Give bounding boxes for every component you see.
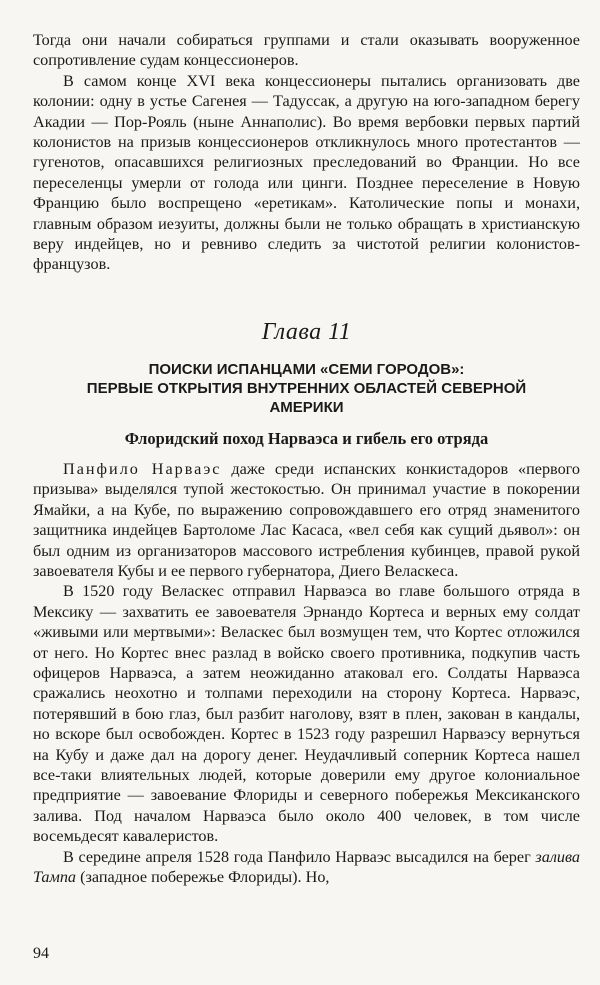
chapter-heading [33,360,580,417]
page-number: 94 [33,945,49,962]
intro-paragraph-1: Тогда они начали собираться группами и стали оказывать вооруженное сопротивление судам концессионеров. [33,31,580,70]
chapter-heading-line-1: ПОИСКИ ИСПАНЦАМИ «СЕМИ ГОРОДОВ»: [148,360,465,378]
intro-paragraph-2: В самом конце XVI века концессионеры пытались организовать две колонии: одну в устье Сагенея — Тадуссак, а другую на юго-западном берегу Акадии — Пор-Рояль (ныне Аннаполис). Во время вербовки первых партий колонистов на призыв концессионеров откликнулось много протестантов — гугенотов, опасавшихся религиозных преследований во Франции. Но все переселенцы умерли от голода или цинги. Позднее переселение в Новую Францию было воспрещено «еретикам». Католические попы и монахи, главным образом иезуиты, должны были не только обращать в христианскую веру индейцев, но и ревниво следить за чистотой религии колонистов-французов. [33,71,580,274]
chapter-title: Глава 11 [261,318,352,345]
body-paragraph-3 [33,847,580,888]
body-paragraph-2: В 1520 году Веласкес отправил Нарваэса во главе большого отряда в Мексику — захватить ее завоевателя Эрнандо Кортеса и верных ему солдат «живыми или мертвыми»: Веласкес был возмущен тем, что Кортес отложился от него. Но Кортес внес разлад в войско своего противника, подкупив часть офицеров Нарваэса, а затем неожиданно атаковал его. Солдаты Нарваэса сражались неохотно и толпами переходили на сторону Кортеса. Нарваэс, потерявший в бою глаз, был разбит наголову, взят в плен, закован в кандалы, но вскоре был освобожден. Кортес в 1523 году разрешил Нарваэсу вернуться на Кубу и даже дал на дорогу денег. Неудачливый соперник Кортеса нашел все-таки влиятельных людей, которые доверили ему другое колониальное предприятие — завоевание Флориды и северного побережья Мексиканского залива. Под началом Нарваэса было около 400 человек, в том числе восемьдесят кавалеристов. [33,582,580,846]
body-paragraph-1-text: даже среди испанских конкистадоров «первого призыва» выделялся тупой жестокостью. Он принимал участие в покорении Ямайки, а на Кубе, по выражению сопровождавшего его отряд знаменитого защитника индейцев Бартоломе Лас Касаса, «вел себя как сущий дьявол»: он был одним из организаторов массового истребления кубинцев, правой рукой завоевателя Кубы и ее первого губернатора, Диего Веласкеса. [33,459,580,580]
person-name: Панфило Нарваэс [63,459,222,478]
body-paragraph-3-end: (западное побережье Флориды). Но, [76,868,330,886]
place-name-italic: залива Тампа [33,847,580,886]
chapter-heading-line-2: ПЕРВЫЕ ОТКРЫТИЯ ВНУТРЕННИХ ОБЛАСТЕЙ СЕВЕРНОЙ [86,379,527,397]
section-subheading: Флоридский поход Нарваэса и гибель его отряда [124,428,489,448]
body-paragraph-3-start: В середине апреля 1528 года Панфило Нарваэс высадился на берег [63,847,536,866]
body-paragraph-1 [33,459,580,581]
chapter-heading-line-3: АМЕРИКИ [269,398,344,416]
